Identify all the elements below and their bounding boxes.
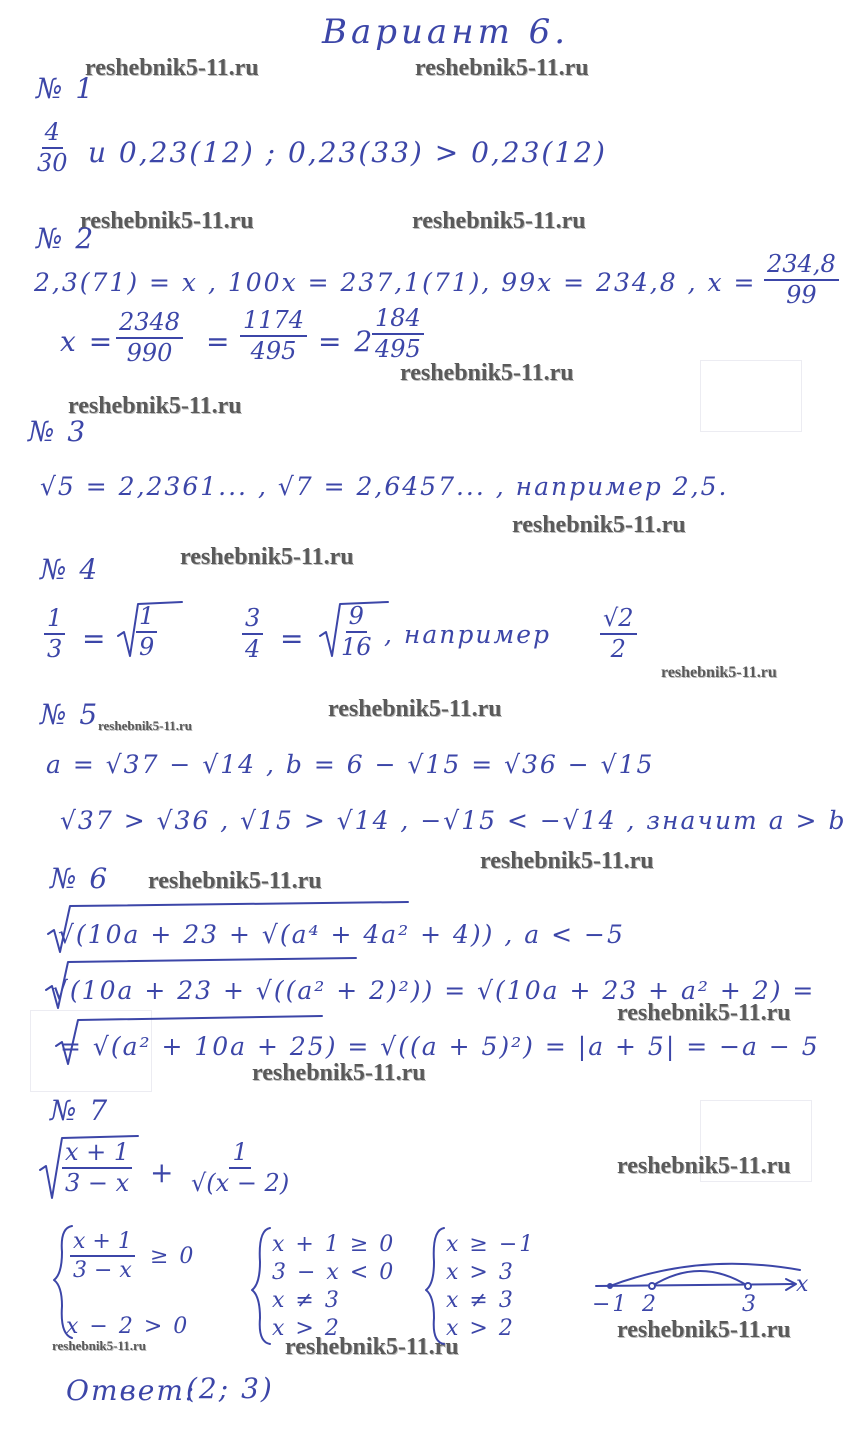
fraction-denominator: 30	[37, 149, 68, 178]
task-3-line: √5 = 2,2361... , √7 = 2,6457... , например 2,5.	[40, 472, 729, 501]
task-1-comparison: и 0,23(12) ; 0,23(33) > 0,23(12)	[88, 136, 607, 169]
system-brace	[54, 1226, 72, 1338]
watermark: reshebnik5-11.ru	[617, 1153, 791, 1179]
radical-sign	[40, 1136, 138, 1198]
fraction-numerator: 9	[346, 604, 367, 633]
task-2-x-label: x =	[60, 325, 115, 358]
task-4-tail: , например	[384, 620, 551, 649]
fraction-numerator: x + 1	[62, 1140, 132, 1169]
fraction-numerator: 1174	[240, 308, 307, 337]
task-3-label: № 3	[28, 415, 88, 448]
number-line-point	[649, 1283, 655, 1289]
watermark: reshebnik5-11.ru	[148, 868, 322, 894]
system-brace	[252, 1228, 270, 1344]
system-brace	[426, 1228, 444, 1344]
fraction-denominator: 990	[126, 339, 173, 368]
task-7-plus: +	[150, 1156, 176, 1189]
task-1-label: № 1	[36, 72, 96, 105]
task-6-line-1: √(10a + 23 + √(a⁴ + 4a² + 4)) , a < −5	[58, 920, 625, 949]
task-4-equals: =	[280, 622, 306, 655]
task-6-line-2: √(10a + 23 + √((a² + 2)²)) = √(10a + 23 + a² + 2) =	[52, 976, 816, 1005]
fraction-denominator: 2	[610, 635, 626, 664]
axis-tick-label: 3	[742, 1292, 758, 1317]
watermark: reshebnik5-11.ru	[85, 55, 259, 81]
watermark: reshebnik5-11.ru	[180, 544, 354, 570]
task-2-label: № 2	[36, 222, 96, 255]
system-3-row: x > 3	[446, 1260, 515, 1285]
fraction-numerator: 184	[372, 306, 424, 335]
fraction-numerator: 1	[44, 606, 65, 635]
fraction-denominator: 495	[250, 337, 297, 366]
radical-sign	[118, 602, 182, 656]
watermark: reshebnik5-11.ru	[52, 1338, 147, 1353]
task-6-label: № 6	[50, 862, 110, 895]
watermark: reshebnik5-11.ru	[252, 1060, 426, 1086]
axis-variable: x	[796, 1272, 811, 1297]
watermark: reshebnik5-11.ru	[80, 208, 254, 234]
system-2-row: x + 1 ≥ 0	[272, 1232, 396, 1257]
system-2-row: x > 2	[272, 1316, 341, 1341]
fraction-denominator: 3	[47, 635, 63, 664]
watermark: reshebnik5-11.ru	[512, 512, 686, 538]
fraction-numerator: √2	[600, 606, 637, 635]
fraction-numerator: 2348	[116, 310, 183, 339]
task-5-line-2: √37 > √36 , √15 > √14 , −√15 < −√14 , значит a > b	[60, 806, 847, 835]
radical-sign	[48, 902, 408, 952]
fraction-denominator: 3 − x	[73, 1258, 132, 1284]
watermark: reshebnik5-11.ru	[480, 848, 654, 874]
page-title: Вариант 6.	[322, 12, 570, 52]
fraction-numerator: 1	[229, 1140, 250, 1169]
fraction-denominator: 9	[139, 633, 155, 662]
watermark: reshebnik5-11.ru	[68, 393, 242, 419]
number-line-point	[745, 1283, 751, 1289]
task-5-line-1: a = √37 − √14 , b = 6 − √15 = √36 − √15	[46, 750, 655, 779]
watermark: reshebnik5-11.ru	[98, 718, 193, 733]
answer-label: Ответ:	[66, 1374, 197, 1407]
task-4-label: № 4	[40, 553, 100, 586]
fraction-numerator: 1	[136, 604, 157, 633]
fraction-numerator: 234,8	[764, 252, 839, 281]
watermark: reshebnik5-11.ru	[412, 208, 586, 234]
system-3-row: x ≠ 3	[446, 1288, 515, 1313]
system-1-row-2: x − 2 > 0	[66, 1314, 190, 1339]
task-2-whole: = 2	[318, 325, 375, 358]
task-4-equals: =	[82, 622, 108, 655]
watermark: reshebnik5-11.ru	[617, 1000, 791, 1026]
system-1-relation: ≥ 0	[150, 1244, 196, 1269]
fraction-denominator: 16	[341, 633, 372, 662]
task-6-line-3: = √(a² + 10a + 25) = √((a + 5)²) = |a + 5| = −a − 5	[60, 1032, 820, 1061]
fraction-denominator: 3 − x	[65, 1169, 130, 1198]
watermark: reshebnik5-11.ru	[617, 1317, 791, 1343]
radical-sign	[56, 1016, 322, 1064]
watermark: reshebnik5-11.ru	[415, 55, 589, 81]
system-3-row: x > 2	[446, 1316, 515, 1341]
system-2-row: x ≠ 3	[272, 1288, 341, 1313]
number-line-arc	[610, 1264, 800, 1286]
watermark: reshebnik5-11.ru	[285, 1334, 459, 1360]
watermark: reshebnik5-11.ru	[328, 696, 502, 722]
task-7-label: № 7	[50, 1094, 110, 1127]
fraction-numerator: 4	[42, 120, 63, 149]
system-2-row: 3 − x < 0	[272, 1260, 396, 1285]
system-3-row: x ≥ −1	[446, 1232, 536, 1257]
fraction-denominator: √(x − 2)	[191, 1169, 290, 1198]
watermark: reshebnik5-11.ru	[661, 664, 777, 681]
answer-value: (2; 3)	[186, 1372, 274, 1405]
fraction-denominator: 99	[786, 281, 817, 310]
axis-tick-label: 2	[642, 1292, 658, 1317]
radical-sign	[46, 958, 356, 1008]
fraction-numerator: 3	[242, 606, 263, 635]
watermark: reshebnik5-11.ru	[400, 360, 574, 386]
number-line-axis	[596, 1284, 794, 1286]
task-2-equals: =	[206, 325, 232, 358]
task-2-equation: 2,3(71) = x , 100x = 237,1(71), 99x = 234,8 , x =	[34, 268, 757, 297]
fraction-denominator: 4	[245, 635, 261, 664]
number-line-point	[607, 1283, 613, 1289]
fraction-numerator: x + 1	[70, 1230, 135, 1257]
fraction-denominator: 495	[375, 335, 421, 364]
task-5-label: № 5	[40, 698, 100, 731]
axis-tick-label: −1	[592, 1292, 629, 1317]
radical-sign	[320, 602, 388, 656]
